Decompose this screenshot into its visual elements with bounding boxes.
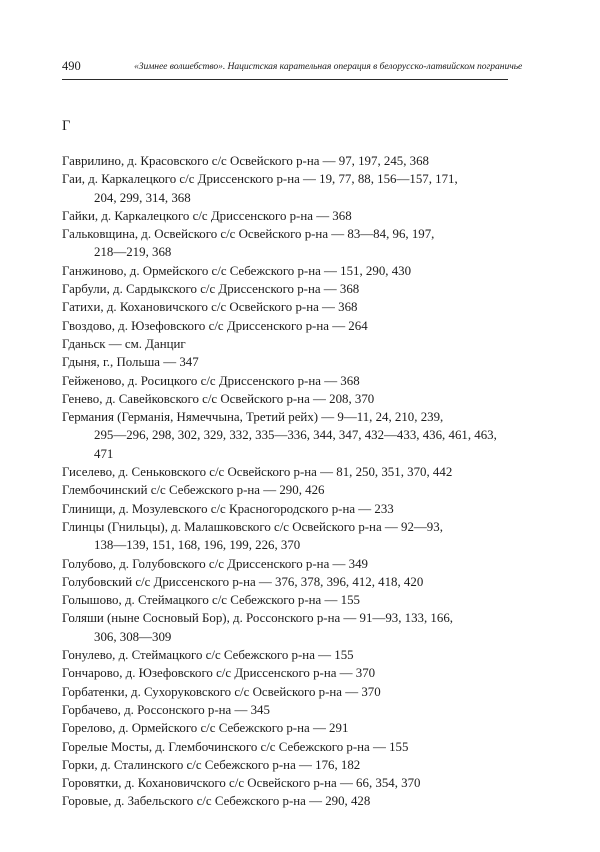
index-entry-line: Гаврилино, д. Красовского с/с Освейского р-на — 97, 197, 245, 368 [62,154,430,168]
index-entry [62,372,512,390]
index-entry-line: Гаи, д. Каркалецкого с/с Дриссенского р-на — 19, 77, 88, 156—157, 171, [62,172,458,187]
index-entry-line: Глинищи, д. Мозулевского с/с Красногородского р-на — 233 [62,501,394,516]
index-entry [62,664,512,682]
index-entry [62,170,512,207]
section-letter: Г [62,118,71,134]
index-entry-line: Горелые Мосты, д. Глембочинского с/с Себежского р-на — 155 [62,739,409,754]
index-entry-line: Гончарово, д. Юзефовского с/с Дриссенского р-на — 370 [62,666,376,681]
index-entry-line: Гдыня, г., Польша — 347 [62,355,199,370]
index-entry [62,353,512,371]
index-entry-line: Голубово, д. Голубовского с/с Дриссенского р-на — 349 [62,556,368,571]
index-entry-continuation: 306, 308—309 [94,629,172,644]
index-entry-line: Горовые, д. Забельского с/с Себежского р-на — 290, 428 [62,794,371,809]
index-entry-line: Гальковщина, д. Освейского с/с Освейского р-на — 83—84, 96, 197, [62,227,435,242]
index-entry-line: Голышово, д. Стеймацкого с/с Себежского р-на — 155 [62,593,360,608]
index-entry [62,719,512,737]
index-entry-line: Гвоздово, д. Юзефовского с/с Дриссенского р-на — 264 [62,318,368,333]
index-entry [62,225,512,262]
running-title: «Зимнее волшебство». Нацистская карательная операция в белорусско-латвийском пограничье [134,61,523,72]
index-entry-line: Генево, д. Савейковского с/с Освейского р-на — 208, 370 [62,391,375,406]
index-entry [62,555,512,573]
index-entry-line: Голяши (ныне Сосновый Бор), д. Россонского р-на — 91—93, 133, 166, [62,611,453,626]
index-entry [62,335,512,353]
index-entry-line: Гиселево, д. Сеньковского с/с Освейского р-на — 81, 250, 351, 370, 442 [62,465,453,480]
index-entry [62,408,512,463]
index-entry [62,573,512,591]
index-entry [62,701,512,719]
index-entry [62,152,512,170]
index-entry-line: Горовятки, д. Кохановичского с/с Освейского р-на — 66, 354, 370 [62,776,421,791]
index-entry [62,609,512,646]
index-entry-continuation: 204, 299, 314, 368 [94,190,191,205]
index-entry-line: Гайки, д. Каркалецкого с/с Дриссенского р-на — 368 [62,208,352,223]
index-entry-line: Ганжиново, д. Ормейского с/с Себежского р-на — 151, 290, 430 [62,263,412,278]
index-entry [62,683,512,701]
index-entry-continuation: 471 [94,446,114,461]
index-entry-line: Глинцы (Гнильцы), д. Малашковского с/с Освейского р-на — 92—93, [62,519,443,534]
index-entry [62,646,512,664]
index-entry-continuation: 218—219, 368 [94,245,172,260]
index-entry-line: Гатихи, д. Кохановичского с/с Освейского р-на — 368 [62,300,358,315]
page-number: 490 [62,59,81,73]
index-entry-line: Горки, д. Сталинского с/с Себежского р-на — 176, 182 [62,757,361,772]
index-entry-line: Голубовский с/с Дриссенского р-на — 376, 378, 396, 412, 418, 420 [62,574,424,589]
index-entry-line: Гейженово, д. Росицкого с/с Дриссенского р-на — 368 [62,373,360,388]
index-entry [62,591,512,609]
index-entry-line: Глембочинский с/с Себежского р-на — 290, 426 [62,483,325,498]
index-entry-line: Горбатенки, д. Сухоруковского с/с Освейского р-на — 370 [62,684,381,699]
index-entry [62,463,512,481]
index-entry-continuation: 138—139, 151, 168, 196, 199, 226, 370 [94,538,301,553]
index-entry [62,481,512,499]
index-entry-line: Гарбули, д. Сардыкского с/с Дриссенского р-на — 368 [62,282,360,297]
index-entry-line: Гонулево, д. Стеймацкого с/с Себежского р-на — 155 [62,648,354,663]
index-entry [62,500,512,518]
index-entry-line: Гданьск — см. Данциг [62,336,186,351]
index-entry [62,774,512,792]
index-entry [62,390,512,408]
index-entry-line: Германия (Германія, Нямеччына, Третий рейх) — 9—11, 24, 210, 239, [62,410,444,425]
index-entry-line: Горбачево, д. Россонского р-на — 345 [62,702,270,717]
index-entry [62,207,512,225]
index-entry [62,738,512,756]
index-entry [62,792,512,810]
index-entry [62,262,512,280]
index-entry [62,756,512,774]
index-entry [62,298,512,316]
index-list [62,152,512,811]
index-entry [62,280,512,298]
index-entry-line: Горелово, д. Ормейского с/с Себежского р-на — 291 [62,721,349,736]
index-entry [62,317,512,335]
index-entry-continuation: 295—296, 298, 302, 329, 332, 335—336, 344, 347, 432—433, 436, 461, 463, [94,428,497,443]
page-header [62,59,523,80]
index-entry [62,518,512,555]
